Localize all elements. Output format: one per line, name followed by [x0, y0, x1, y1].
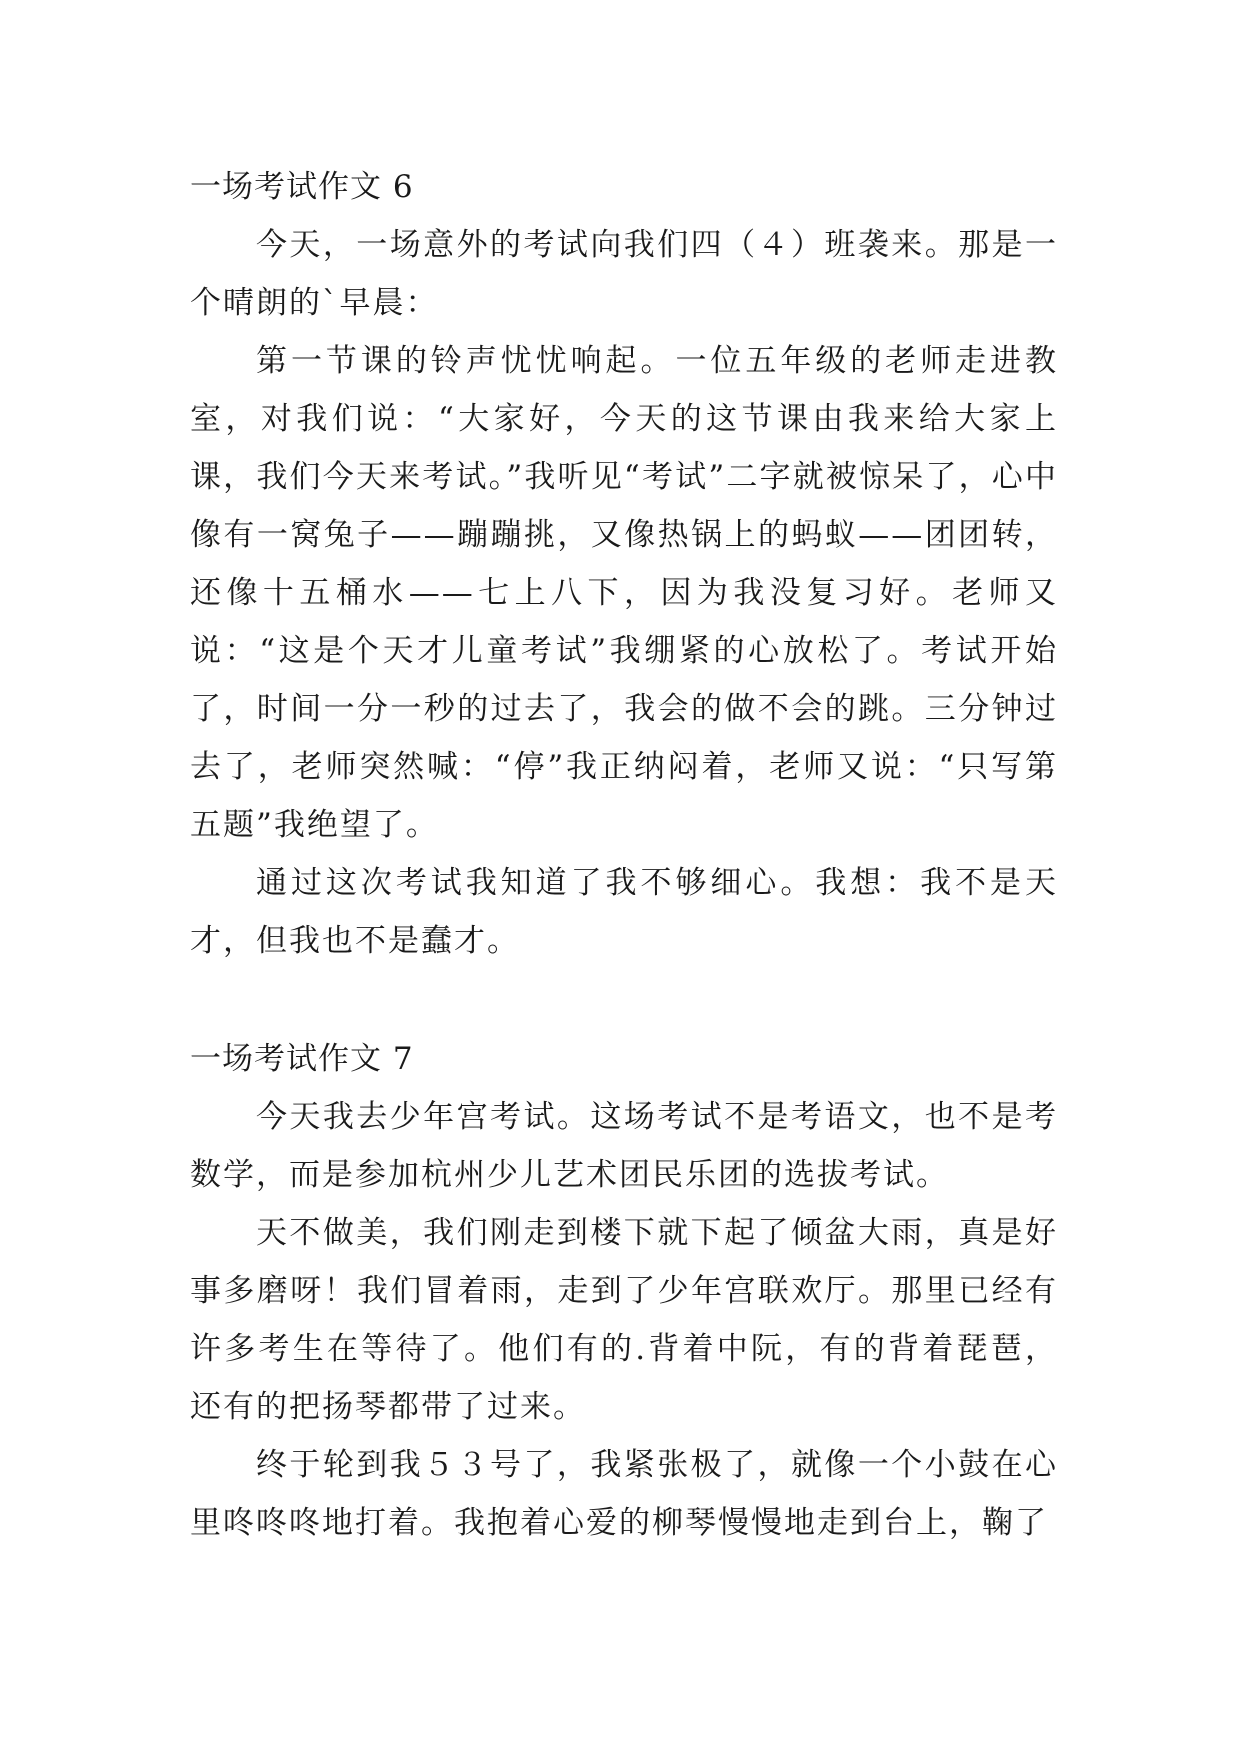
essay-paragraph: 通过这次考试我知道了我不够细心。我想：我不是天才，但我也不是蠢才。 [190, 865, 1058, 959]
essay-paragraph: 第一节课的铃声忧忧响起。一位五年级的老师走进教室，对我们说：“大家好，今天的这节课由我来给大家上课，我们今天来考试。”我听见“考试”二字就被惊呆了，心中像有一窝兔子——蹦蹦挑，又像热锅上的蚂蚁——团团转，还像十五桶水——七上八下，因为我没复习好。老师又说：“这是个天才儿童考试”我绷紧的心放松了。考试开始了，时间一分一秒的过去了，我会的做不会的跳。三分钟过去了，老师突然喊：“停”我正纳闷着，老师又说：“只写第五题”我绝望了。 [190, 343, 1058, 843]
essay-paragraph: 天不做美，我们刚走到楼下就下起了倾盆大雨，真是好事多磨呀！我们冒着雨，走到了少年宫联欢厅。那里已经有许多考生在等待了。他们有的.背着中阮，有的背着琵琶，还有的把扬琴都带了过来。 [190, 1215, 1058, 1425]
essay-title: 一场考试作文 7 [190, 1041, 414, 1077]
essay-7 [190, 1030, 1058, 1552]
essay-paragraph: 终于轮到我５３号了，我紧张极了，就像一个小鼓在心里咚咚咚地打着。我抱着心爱的柳琴慢慢地走到台上，鞠了 [190, 1447, 1058, 1541]
essay-paragraph: 今天我去少年宫考试。这场考试不是考语文，也不是考数学，而是参加杭州少儿艺术团民乐团的选拔考试。 [190, 1099, 1058, 1193]
essay-title: 一场考试作文 6 [190, 169, 414, 205]
essay-paragraph: 今天，一场意外的考试向我们四（４）班袭来。那是一个晴朗的`早晨： [190, 227, 1058, 321]
essay-6 [190, 158, 1058, 970]
